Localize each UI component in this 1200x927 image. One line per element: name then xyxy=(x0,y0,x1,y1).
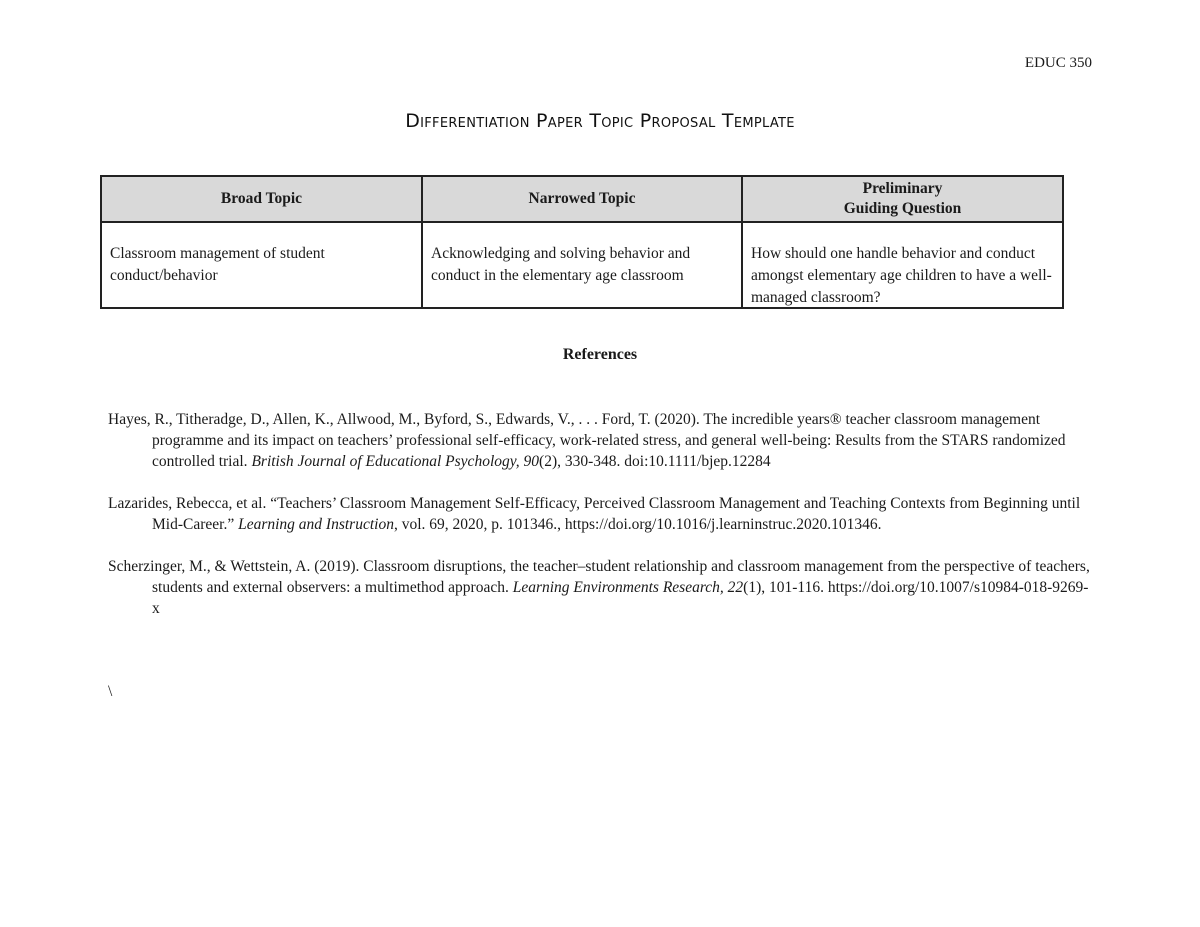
topic-proposal-table xyxy=(100,175,1064,309)
cell-broad-topic xyxy=(101,222,422,308)
document-title: Differentiation Paper Topic Proposal Template xyxy=(405,110,795,132)
reference-journal: British Journal of Educational Psychology, 90 xyxy=(251,453,540,470)
reference-text: Scherzinger, M., & Wettstein, A. (2019). Classroom disruptions, the teacher–student relationship and classroom management from the perspective of teachers, students and external observers: a multimethod approach. xyxy=(108,558,1090,596)
reference-details: , vol. 69, 2020, p. 101346., https://doi.org/10.1016/j.learninstruc.2020.101346. xyxy=(393,516,882,533)
header-guiding-question-line1: Preliminary xyxy=(862,180,943,197)
stray-backslash: \ xyxy=(108,683,113,700)
reference-entry xyxy=(108,556,1090,619)
table-row xyxy=(101,222,1063,308)
cell-guiding-question xyxy=(742,222,1063,308)
reference-text: Hayes, R., Titheradge, D., Allen, K., Allwood, M., Byford, S., Edwards, V., . . . Ford, T. (2020). The incredible years® teacher classroom management programme and its impact on teachers’ professional self-efficacy, work-related stress, and general well-being: Results from the STARS randomized controlled trial. xyxy=(108,411,1066,470)
cell-narrowed-topic xyxy=(422,222,742,308)
references-heading: References xyxy=(562,346,638,363)
reference-entry xyxy=(108,409,1090,472)
reference-details: (2), 330-348. doi:10.1111/bjep.12284 xyxy=(539,453,771,470)
reference-entry xyxy=(108,493,1090,535)
reference-text: Lazarides, Rebecca, et al. “Teachers’ Classroom Management Self-Efficacy, Perceived Classroom Management and Teaching Contexts from Beginning until Mid-Career.” xyxy=(108,495,1081,533)
cell-narrowed-topic-text: Acknowledging and solving behavior and conduct in the elementary age classroom xyxy=(431,245,691,284)
reference-journal: Learning and Instruction xyxy=(238,516,394,533)
header-narrowed-topic: Narrowed Topic xyxy=(422,176,742,222)
header-guiding-question-line2: Guiding Question xyxy=(843,200,962,217)
cell-broad-topic-text: Classroom management of student conduct/behavior xyxy=(110,245,325,284)
table-header-row xyxy=(101,176,1063,222)
cell-guiding-question-text: How should one handle behavior and conduct amongst elementary age children to have a well-managed classroom? xyxy=(751,245,1052,306)
reference-details: (1), 101-116. https://doi.org/10.1007/s10984-018-9269-x xyxy=(152,579,1089,617)
reference-journal: Learning Environments Research, 22 xyxy=(512,579,744,596)
header-guiding-question xyxy=(742,176,1063,222)
references-list xyxy=(108,409,1090,640)
header-broad-topic: Broad Topic xyxy=(101,176,422,222)
course-code: EDUC 350 xyxy=(1024,55,1092,71)
